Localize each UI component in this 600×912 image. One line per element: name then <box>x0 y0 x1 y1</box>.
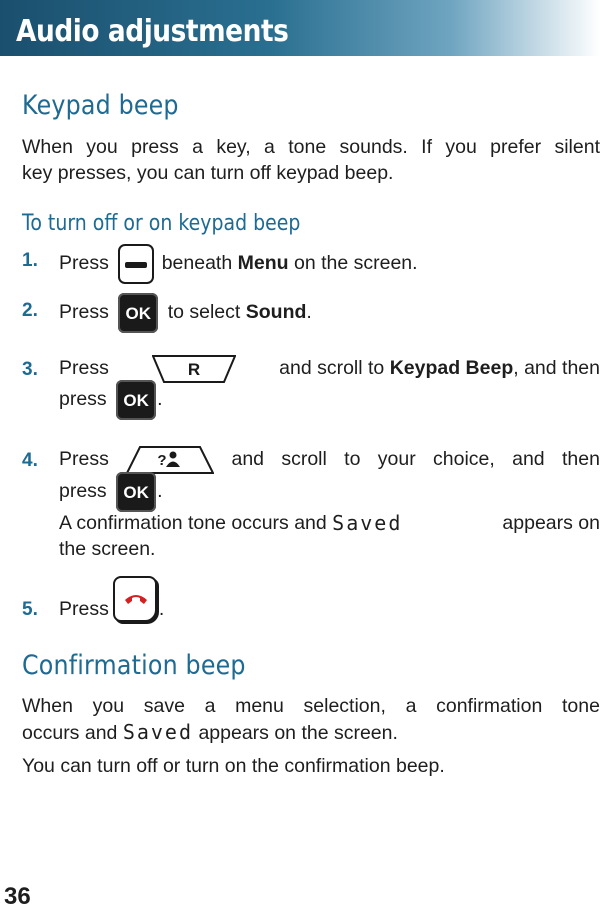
step-4-word-7: then <box>561 448 600 470</box>
step-4-note-b: appears on <box>502 512 600 534</box>
step-4-word-4: your <box>377 448 416 470</box>
step-4-word-6: and <box>512 448 545 470</box>
confirmation-word-5: menu <box>235 695 284 717</box>
soft-key-icon <box>118 244 154 284</box>
redial-key-icon <box>152 354 236 384</box>
confirmation-paragraph <box>22 693 600 746</box>
confirmation-word-8: confirmation <box>436 695 543 717</box>
step-3-keypad-beep-label: Keypad Beep <box>389 357 514 379</box>
step-4-line2-press: press <box>59 480 107 503</box>
step-number-5: 5. <box>22 599 38 620</box>
step-2 <box>59 293 600 333</box>
step-number-4: 4. <box>22 450 38 471</box>
lcd-saved-text: Saved <box>332 511 403 535</box>
phonebook-person-head <box>170 451 177 458</box>
end-call-handset <box>125 595 147 604</box>
lcd-saved-text: Saved <box>122 720 194 744</box>
step-4-note-line-2: the screen. <box>59 538 156 560</box>
ok-key-icon: OK <box>116 472 156 512</box>
step-3-line-2 <box>59 380 600 420</box>
chapter-header-band <box>0 0 600 56</box>
step-3-press: Press <box>59 357 109 379</box>
confirmation-word-9: tone <box>561 695 600 717</box>
section-title-keypad-beep: Keypad beep <box>22 90 179 121</box>
step-4-word-1: and <box>231 448 265 470</box>
step-5-tail: . <box>158 598 165 620</box>
step-number-3: 3. <box>22 359 38 380</box>
confirmation-line-2 <box>22 719 600 746</box>
confirmation-line2-a: occurs and <box>22 722 118 744</box>
subsection-title-toggle-keypad-beep: To turn off or on keypad beep <box>22 211 301 236</box>
confirmation-line2-b: appears on the screen. <box>198 722 398 744</box>
step-2-after: to select <box>167 301 241 324</box>
confirmation-word-3: save <box>143 695 185 717</box>
end-call-key-icon <box>113 576 157 622</box>
step-1 <box>59 244 600 284</box>
step-1-tail: on the screen. <box>293 252 418 275</box>
confirmation-word-7: a <box>405 695 417 717</box>
redial-key-letter: R <box>187 359 201 379</box>
step-2-tail: . <box>306 301 312 324</box>
keypad-intro-line-1: When you press a key, a tone sounds. If you prefer silent <box>22 136 600 158</box>
step-4-note-line-1 <box>59 510 600 536</box>
phonebook-key-question: ? <box>157 451 167 469</box>
page-number: 36 <box>4 883 31 910</box>
step-4-line-2 <box>59 472 600 512</box>
step-4-word-3: to <box>344 448 361 470</box>
chapter-title: Audio adjustments <box>16 14 289 49</box>
step-4-word-5: choice, <box>433 448 495 470</box>
step-3-line2-tail: . <box>157 388 163 411</box>
step-5 <box>59 572 600 622</box>
step-3-tail: , and then <box>513 357 600 379</box>
keypad-intro-paragraph <box>22 134 600 186</box>
step-number-1: 1. <box>22 250 38 271</box>
confirmation-word-4: a <box>204 695 216 717</box>
confirmation-toggle-paragraph: You can turn off or turn on the confirmation beep. <box>22 755 445 777</box>
step-5-press: Press <box>59 598 109 620</box>
confirmation-word-2: you <box>92 695 125 717</box>
step-4-line2-tail: . <box>157 480 163 503</box>
step-1-after: beneath <box>161 252 233 275</box>
keypad-intro-line-2: key presses, you can turn off keypad beep. <box>22 162 394 184</box>
step-2-sound-label: Sound <box>245 301 307 324</box>
step-number-2: 2. <box>22 300 38 321</box>
ok-key-icon: OK <box>116 380 156 420</box>
confirmation-line-1 <box>22 693 600 719</box>
section-title-confirmation-beep: Confirmation beep <box>22 650 246 681</box>
step-4-line-1 <box>59 444 600 475</box>
step-2-press: Press <box>59 301 109 324</box>
ok-key-icon: OK <box>118 293 158 333</box>
step-1-menu-label: Menu <box>237 252 289 275</box>
step-4-press: Press <box>59 448 109 470</box>
confirmation-word-6: selection, <box>303 695 386 717</box>
step-1-press: Press <box>59 252 109 275</box>
step-3-line2-press: press <box>59 388 107 411</box>
step-3-after: and scroll to <box>279 357 385 379</box>
phonebook-key-icon <box>126 445 214 475</box>
step-4-note <box>59 510 600 562</box>
step-4-note-a: A confirmation tone occurs and <box>59 512 327 534</box>
confirmation-word-1: When <box>22 695 73 717</box>
step-4-word-2: scroll <box>281 448 327 470</box>
step-4 <box>59 444 600 475</box>
